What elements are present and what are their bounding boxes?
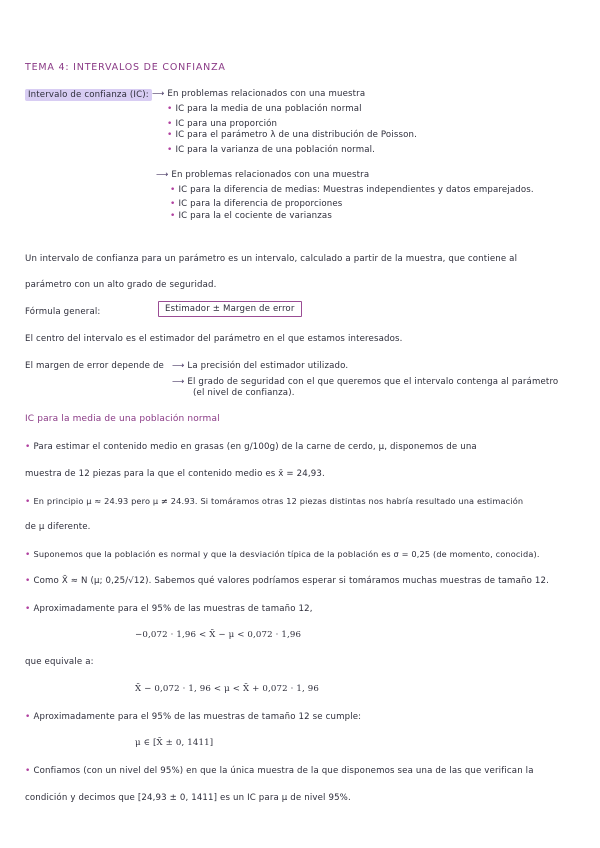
bullet-icon: •	[25, 766, 31, 776]
equation: μ ∈ [X̄ ± 0, 1411]	[135, 738, 214, 748]
bullet-continuation: de μ diferente.	[25, 522, 91, 532]
group1-item	[167, 130, 417, 140]
bullet-paragraph	[25, 712, 361, 722]
bullet-icon: •	[170, 185, 176, 195]
bullet-paragraph	[25, 496, 523, 507]
group2-item-text: IC para la diferencia de proporciones	[178, 199, 343, 209]
bullet-paragraph	[25, 604, 313, 614]
bullet-paragraph	[25, 766, 534, 776]
section-title: IC para la media de una población normal	[25, 414, 220, 424]
group1-item-text: IC para el parámetro λ de una distribución de Poisson.	[175, 130, 418, 140]
formula-box-text: Estimador ± Margen de error	[158, 301, 302, 317]
group1-item-text: IC para la varianza de una población normal.	[175, 145, 376, 155]
bullet-text: Aproximadamente para el 95% de las muestras de tamaño 12 se cumple:	[33, 712, 362, 722]
bullet-text: Aproximadamente para el 95% de las muestras de tamaño 12,	[33, 604, 313, 614]
group1-item-text: IC para la media de una población normal	[175, 104, 362, 114]
group1-item	[167, 104, 362, 114]
definition-label	[25, 90, 152, 100]
bullet-icon: •	[167, 104, 173, 114]
bullet-text: En principio μ ≈ 24.93 pero μ ≠ 24.93. Si tomáramos otras 12 piezas distintas nos habría resultado una estimación	[33, 496, 524, 506]
arrow-right-icon: ⟶	[172, 361, 185, 371]
bullet-paragraph	[25, 576, 549, 586]
bullet-continuation: muestra de 12 piezas para la que el contenido medio es x̄ = 24,93.	[25, 469, 325, 479]
equation: X̄ − 0,072 · 1, 96 < μ < X̄ + 0,072 · 1, 96	[135, 684, 319, 694]
equation: −0,072 · 1,96 < X̄ − μ < 0,072 · 1,96	[135, 630, 302, 640]
margin-intro: El margen de error depende de	[25, 361, 164, 371]
margin-item-text: La precisión del estimador utilizado.	[187, 361, 349, 371]
group1-item	[167, 119, 277, 129]
equivalence-text: que equivale a:	[25, 657, 94, 667]
bullet-continuation: condición y decimos que [24,93 ± 0, 1411] es un IC para μ de nivel 95%.	[25, 793, 351, 803]
bullet-icon: •	[167, 130, 173, 140]
bullet-icon: •	[25, 497, 31, 507]
bullet-icon: •	[170, 211, 176, 221]
bullet-text: Para estimar el contenido medio en grasas (en g/100g) de la carne de cerdo, μ, disponemos de una	[33, 442, 477, 452]
arrow-right-icon: ⟶	[172, 377, 185, 387]
bullet-text: Como X̄ ≈ N (μ; 0,25/√12). Sabemos qué valores podríamos esperar si tomáramos muchas muestras de tamaño 12.	[33, 576, 550, 586]
arrow-right-icon: ⟶	[152, 89, 165, 99]
group1-heading	[152, 89, 365, 99]
formula-box	[158, 304, 302, 314]
bullet-paragraph	[25, 549, 540, 560]
group1-item-text: IC para una proporción	[175, 119, 278, 129]
arrow-right-icon: ⟶	[156, 170, 169, 180]
group2-heading	[156, 170, 369, 180]
bullet-text: Suponemos que la población es normal y que la desviación típica de la población es σ = 0,25 (de momento, conocida).	[33, 549, 540, 559]
bullet-icon: •	[25, 442, 31, 452]
bullet-icon: •	[25, 604, 31, 614]
definition-label-text: Intervalo de confianza (IC):	[25, 89, 152, 101]
margin-item-text: El grado de seguridad con el que queremos que el intervalo contenga al parámetro	[187, 377, 559, 387]
bullet-icon: •	[25, 712, 31, 722]
bullet-icon: •	[170, 199, 176, 209]
group1-item	[167, 145, 375, 155]
group2-item-text: IC para la diferencia de medias: Muestras independientes y datos emparejados.	[178, 185, 534, 195]
group1-heading-text: En problemas relacionados con una muestra	[167, 89, 366, 99]
bullet-icon: •	[25, 550, 31, 560]
bullet-paragraph	[25, 442, 477, 452]
bullet-icon: •	[167, 145, 173, 155]
centre-line: El centro del intervalo es el estimador del parámetro en el que estamos interesados.	[25, 334, 403, 344]
margin-item	[172, 361, 348, 371]
formula-label: Fórmula general:	[25, 307, 101, 317]
group2-item	[170, 199, 342, 209]
margin-item	[172, 377, 558, 387]
margin-item-continuation: (el nivel de confianza).	[193, 388, 295, 398]
bullet-text: Confiamos (con un nivel del 95%) en que la única muestra de la que disponemos sea una de las que verifican la	[33, 766, 534, 776]
group2-heading-text: En problemas relacionados con una muestra	[171, 170, 370, 180]
group2-item-text: IC para la el cociente de varianzas	[178, 211, 332, 221]
bullet-icon: •	[167, 119, 173, 129]
definition-line: parámetro con un alto grado de seguridad.	[25, 280, 217, 290]
page-title: TEMA 4: INTERVALOS DE CONFIANZA	[25, 62, 226, 73]
definition-line: Un intervalo de confianza para un parámetro es un intervalo, calculado a partir de la muestra, que contiene al	[25, 254, 518, 264]
group2-item	[170, 185, 534, 195]
group2-item	[170, 211, 332, 221]
bullet-icon: •	[25, 576, 31, 586]
